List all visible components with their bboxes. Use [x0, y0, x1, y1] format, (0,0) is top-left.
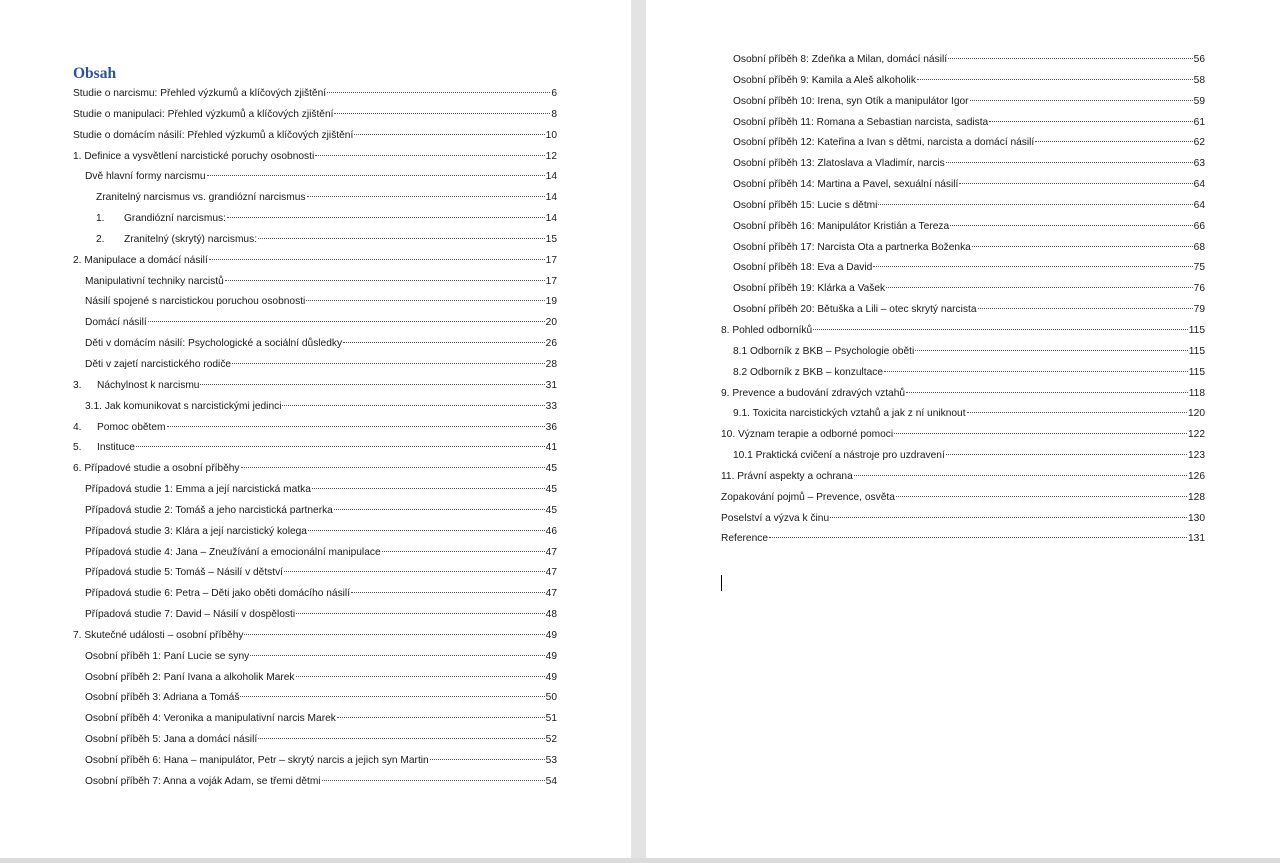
toc-entry-title: 9. Prevence a budování zdravých vztahů — [721, 387, 906, 399]
toc-entry-title: Reference — [721, 533, 769, 545]
toc-entry-page-number: 47 — [545, 588, 557, 600]
toc-entry[interactable] — [646, 50, 1280, 71]
toc-entry[interactable] — [0, 418, 631, 439]
toc-dot-leader — [967, 411, 1187, 413]
toc-entry-title: Osobní příběh 14: Martina a Pavel, sexuální násilí — [733, 179, 959, 191]
toc-dot-leader — [334, 112, 550, 114]
toc-entry[interactable] — [0, 105, 631, 126]
toc-dot-leader — [915, 349, 1188, 351]
toc-entry-title: 9.1. Toxicita narcistických vztahů a jak z ní uniknout — [733, 408, 966, 420]
toc-entry[interactable] — [0, 188, 631, 209]
toc-entry[interactable] — [0, 668, 631, 689]
toc-entry-title: Dvě hlavní formy narcismu — [85, 171, 206, 183]
toc-entry-page-number: 79 — [1193, 304, 1205, 316]
toc-entry-title: Osobní příběh 4: Veronika a manipulativní narcis Marek — [85, 713, 336, 725]
toc-dot-leader — [322, 779, 545, 781]
toc-entry[interactable] — [0, 334, 631, 355]
toc-entry[interactable] — [646, 300, 1280, 321]
toc-entry-title: Osobní příběh 3: Adriana a Tomáš — [85, 692, 240, 704]
toc-entry[interactable] — [0, 709, 631, 730]
toc-dot-leader — [136, 445, 545, 447]
toc-entry-page-number: 66 — [1193, 220, 1205, 232]
toc-dot-leader — [1035, 140, 1192, 142]
toc-entry[interactable] — [0, 147, 631, 168]
toc-entry-title: Zranitelný (skrytý) narcismus: — [124, 233, 258, 245]
toc-entry-page-number: 26 — [545, 338, 557, 350]
toc-entry[interactable] — [646, 175, 1280, 196]
toc-entry-title: Osobní příběh 11: Romana a Sebastian narcista, sadista — [733, 116, 989, 128]
toc-entry-title: Osobní příběh 9: Kamila a Aleš alkoholik — [733, 74, 916, 86]
toc-dot-leader — [884, 370, 1188, 372]
toc-entry-page-number: 52 — [545, 734, 557, 746]
toc-entry-page-number: 128 — [1188, 491, 1205, 503]
toc-dot-leader — [315, 154, 544, 156]
toc-entry[interactable] — [0, 730, 631, 751]
toc-dot-leader — [354, 133, 544, 135]
toc-entry-page-number: 51 — [545, 713, 557, 725]
toc-dot-leader — [250, 654, 544, 656]
toc-entry[interactable] — [646, 238, 1280, 259]
toc-entry-title: Případová studie 2: Tomáš a jeho narcistická partnerka — [85, 504, 333, 516]
toc-dot-leader — [959, 182, 1192, 184]
toc-entry-page-number: 28 — [545, 358, 557, 370]
toc-entry-page-number: 48 — [545, 609, 557, 621]
toc-entry[interactable] — [0, 167, 631, 188]
toc-dot-leader — [769, 536, 1187, 538]
toc-entry-title: Osobní příběh 19: Klárka a Vašek — [733, 283, 886, 295]
toc-entry-title: Studie o domácím násilí: Přehled výzkumů a klíčových zjištění — [73, 129, 354, 141]
toc-dot-leader — [209, 258, 545, 260]
toc-dot-leader — [167, 425, 545, 427]
toc-entry-title: Násilí spojené s narcistickou poruchou osobnosti — [85, 296, 306, 308]
toc-entry[interactable] — [0, 688, 631, 709]
toc-entry-title: Případová studie 3: Klára a její narcistický kolega — [85, 525, 307, 537]
toc-dot-leader — [232, 362, 545, 364]
toc-entry-title: 11. Právní aspekty a ochrana — [721, 470, 853, 482]
toc-entry-title: 2. Manipulace a domácí násilí — [73, 254, 208, 266]
toc-dot-leader — [244, 633, 544, 635]
toc-dot-leader — [148, 320, 545, 322]
toc-entry-title: 8.1 Odborník z BKB – Psychologie oběti — [733, 345, 915, 357]
toc-entry-title: 10. Význam terapie a odborné pomoci — [721, 429, 894, 441]
toc-entry-page-number: 46 — [545, 525, 557, 537]
toc-entry-title: 7. Skutečné události – osobní příběhy — [73, 629, 244, 641]
toc-entry-title: Osobní příběh 1: Paní Lucie se syny — [85, 650, 250, 662]
toc-entry-page-number: 49 — [545, 629, 557, 641]
toc-entry-title: Manipulativní techniky narcistů — [85, 275, 224, 287]
toc-dot-leader — [241, 466, 545, 468]
toc-entry[interactable] — [0, 126, 631, 147]
toc-dot-leader — [337, 716, 545, 718]
toc-entry-title: Osobní příběh 5: Jana a domácí násilí — [85, 734, 258, 746]
toc-entry-page-number: 36 — [545, 421, 557, 433]
toc-entry-title: Náchylnost k narcismu — [97, 379, 200, 391]
toc-list-left — [0, 84, 631, 793]
toc-entry-title: Osobní příběh 2: Paní Ivana a alkoholik Marek — [85, 671, 295, 683]
toc-dot-leader — [970, 99, 1193, 101]
toc-entry-page-number: 49 — [545, 671, 557, 683]
toc-entry-title: Studie o manipulaci: Přehled výzkumů a klíčových zjištění — [73, 108, 334, 120]
toc-entry[interactable] — [0, 292, 631, 313]
toc-dot-leader — [946, 453, 1187, 455]
toc-entry-title: Případová studie 7: David – Násilí v dospělosti — [85, 609, 296, 621]
toc-dot-leader — [296, 612, 545, 614]
toc-entry[interactable] — [0, 584, 631, 605]
toc-entry[interactable] — [0, 522, 631, 543]
toc-entry-title: Případová studie 5: Tomáš – Násilí v dětství — [85, 567, 283, 579]
document-page-right[interactable] — [646, 0, 1280, 858]
toc-entry[interactable] — [646, 425, 1280, 446]
toc-dot-leader — [886, 286, 1193, 288]
toc-dot-leader — [430, 758, 545, 760]
text-cursor — [721, 575, 722, 591]
toc-dot-leader — [878, 203, 1192, 205]
toc-entry-page-number: 33 — [545, 400, 557, 412]
toc-entry-page-number: 17 — [545, 254, 557, 266]
toc-entry[interactable] — [0, 355, 631, 376]
toc-entry[interactable] — [0, 459, 631, 480]
toc-entry[interactable] — [0, 772, 631, 793]
toc-entry-title: Poselství a výzva k činu — [721, 512, 830, 524]
toc-dot-leader — [948, 57, 1193, 59]
toc-dot-leader — [946, 161, 1193, 163]
toc-dot-leader — [873, 265, 1192, 267]
page-gutter — [631, 0, 646, 858]
toc-entry-page-number: 41 — [545, 442, 557, 454]
toc-entry[interactable] — [646, 217, 1280, 238]
toc-entry-page-number: 19 — [545, 296, 557, 308]
toc-entry-page-number: 115 — [1188, 345, 1205, 357]
toc-entry-page-number: 49 — [545, 650, 557, 662]
toc-entry-page-number: 115 — [1188, 324, 1205, 336]
toc-entry-title: Děti v zajetí narcistického rodiče — [85, 358, 232, 370]
toc-dot-leader — [978, 307, 1193, 309]
toc-entry-page-number: 50 — [545, 692, 557, 704]
toc-entry-title: Osobní příběh 12: Kateřina a Ivan s dětmi, narcista a domácí násilí — [733, 137, 1035, 149]
toc-dot-leader — [382, 550, 545, 552]
toc-entry-page-number: 58 — [1193, 74, 1205, 86]
toc-entry[interactable] — [646, 196, 1280, 217]
toc-entry[interactable] — [646, 321, 1280, 342]
toc-entry[interactable] — [0, 626, 631, 647]
toc-entry[interactable] — [646, 342, 1280, 363]
toc-dot-leader — [327, 91, 550, 93]
toc-entry-title: Domácí násilí — [85, 317, 147, 329]
toc-entry-title: 3.1. Jak komunikovat s narcistickými jedinci — [85, 400, 282, 412]
toc-entry[interactable] — [0, 313, 631, 334]
toc-entry[interactable] — [0, 84, 631, 105]
toc-entry-page-number: 14 — [545, 192, 557, 204]
toc-entry[interactable] — [646, 363, 1280, 384]
toc-dot-leader — [813, 328, 1188, 330]
toc-entry-page-number: 118 — [1188, 387, 1205, 399]
toc-entry[interactable] — [646, 113, 1280, 134]
toc-entry-title: 8. Pohled odborníků — [721, 324, 813, 336]
toc-entry-title: 1. Definice a vysvětlení narcistické poruchy osobnosti — [73, 150, 315, 162]
toc-entry-title: Osobní příběh 18: Eva a David — [733, 262, 873, 274]
toc-entry-title: Osobní příběh 8: Zdeňka a Milan, domácí násilí — [733, 54, 948, 65]
toc-entry-page-number: 123 — [1188, 450, 1205, 462]
toc-entry-page-number: 62 — [1193, 137, 1205, 149]
toc-entry-title: Případová studie 6: Petra – Děti jako oběti domácího násilí — [85, 588, 351, 600]
toc-dot-leader — [312, 487, 545, 489]
toc-entry-title: Osobní příběh 10: Irena, syn Otík a manipulátor Igor — [733, 95, 969, 107]
toc-entry-page-number: 53 — [545, 755, 557, 766]
toc-entry[interactable] — [0, 209, 631, 230]
toc-entry[interactable] — [646, 446, 1280, 467]
toc-entry-page-number: 64 — [1193, 199, 1205, 211]
toc-dot-leader — [830, 516, 1187, 518]
toc-entry-number: 5. — [73, 442, 82, 454]
toc-entry[interactable] — [0, 751, 631, 772]
toc-entry-title: Osobní příběh 6: Hana – manipulátor, Petr – skrytý narcis a jejich syn Martin — [85, 755, 429, 766]
toc-entry[interactable] — [646, 404, 1280, 425]
toc-entry-page-number: 10 — [545, 129, 557, 141]
toc-entry[interactable] — [0, 543, 631, 564]
toc-entry-page-number: 75 — [1193, 262, 1205, 274]
toc-dot-leader — [972, 245, 1193, 247]
toc-entry[interactable] — [646, 154, 1280, 175]
toc-entry[interactable] — [0, 251, 631, 272]
document-page-left[interactable] — [0, 0, 631, 858]
toc-entry[interactable] — [646, 467, 1280, 488]
toc-dot-leader — [854, 474, 1187, 476]
toc-entry-title: Instituce — [97, 442, 135, 454]
toc-entry-page-number: 15 — [545, 233, 557, 245]
toc-entry[interactable] — [0, 480, 631, 501]
toc-entry-page-number: 12 — [545, 150, 557, 162]
toc-entry-page-number: 64 — [1193, 179, 1205, 191]
toc-dot-leader — [282, 404, 544, 406]
toc-entry[interactable] — [0, 272, 631, 293]
toc-dot-leader — [284, 570, 545, 572]
toc-list-right — [646, 50, 1280, 550]
toc-entry-page-number: 131 — [1188, 533, 1205, 545]
toc-entry-page-number: 47 — [545, 546, 557, 558]
toc-dot-leader — [308, 529, 545, 531]
toc-dot-leader — [917, 78, 1193, 80]
toc-entry-page-number: 54 — [545, 775, 557, 787]
toc-entry-page-number: 120 — [1188, 408, 1205, 420]
toc-dot-leader — [351, 591, 545, 593]
toc-entry[interactable] — [646, 133, 1280, 154]
toc-entry-page-number: 56 — [1193, 54, 1205, 65]
toc-entry-page-number: 14 — [545, 213, 557, 225]
toc-dot-leader — [343, 341, 545, 343]
toc-entry[interactable] — [646, 279, 1280, 300]
toc-entry-page-number: 61 — [1193, 116, 1205, 128]
toc-entry-title: Osobní příběh 13: Zlatoslava a Vladimír, narcis — [733, 158, 945, 170]
toc-dot-leader — [906, 391, 1188, 393]
toc-dot-leader — [334, 508, 545, 510]
toc-entry-title: Osobní příběh 7: Anna a voják Adam, se třemi dětmi — [85, 775, 321, 787]
toc-dot-leader — [307, 195, 545, 197]
toc-entry-title: 8.2 Odborník z BKB – konzultace — [733, 366, 884, 378]
toc-entry-title: Děti v domácím násilí: Psychologické a sociální důsledky — [85, 338, 343, 350]
toc-title: Obsah — [73, 65, 117, 82]
toc-entry-page-number: 6 — [551, 88, 557, 99]
toc-entry[interactable] — [0, 376, 631, 397]
workspace-bottom — [0, 858, 1280, 863]
toc-dot-leader — [258, 737, 544, 739]
toc-entry[interactable] — [646, 92, 1280, 113]
toc-entry[interactable] — [0, 230, 631, 251]
toc-entry-page-number: 59 — [1193, 95, 1205, 107]
toc-entry-title: Případová studie 4: Jana – Zneužívání a emocionální manipulace — [85, 546, 381, 558]
toc-entry-page-number: 31 — [545, 379, 557, 391]
toc-entry-title: Osobní příběh 20: Bětuška a Lili – otec skrytý narcista — [733, 304, 977, 316]
toc-entry-title: Případová studie 1: Emma a její narcistická matka — [85, 484, 311, 496]
toc-entry-page-number: 63 — [1193, 158, 1205, 170]
toc-entry-page-number: 126 — [1188, 470, 1205, 482]
toc-entry[interactable] — [0, 438, 631, 459]
toc-dot-leader — [306, 299, 544, 301]
toc-entry-number: 2. — [96, 233, 105, 245]
toc-entry-title: Pomoc obětem — [97, 421, 166, 433]
toc-entry[interactable] — [646, 384, 1280, 405]
toc-entry-title: Osobní příběh 17: Narcista Ota a partnerka Boženka — [733, 241, 971, 253]
toc-dot-leader — [200, 383, 544, 385]
toc-entry-page-number: 45 — [545, 463, 557, 475]
toc-entry-title: Grandiózní narcismus: — [124, 213, 226, 225]
toc-entry-title: Zopakování pojmů – Prevence, osvěta — [721, 491, 895, 503]
toc-entry[interactable] — [646, 71, 1280, 92]
toc-entry-page-number: 76 — [1193, 283, 1205, 295]
toc-entry[interactable] — [0, 647, 631, 668]
toc-dot-leader — [227, 216, 545, 218]
toc-dot-leader — [225, 279, 545, 281]
toc-entry[interactable] — [646, 258, 1280, 279]
toc-entry-page-number: 122 — [1188, 429, 1205, 441]
toc-entry[interactable] — [646, 509, 1280, 530]
toc-entry-page-number: 45 — [545, 504, 557, 516]
toc-dot-leader — [296, 675, 545, 677]
toc-entry-page-number: 14 — [545, 171, 557, 183]
toc-entry[interactable] — [0, 397, 631, 418]
toc-entry-title: Osobní příběh 15: Lucie s dětmi — [733, 199, 878, 211]
toc-entry[interactable] — [0, 605, 631, 626]
toc-entry-page-number: 45 — [545, 484, 557, 496]
toc-entry-number: 1. — [96, 213, 105, 225]
toc-entry-title: 6. Případové studie a osobní příběhy — [73, 463, 240, 475]
toc-dot-leader — [896, 495, 1187, 497]
toc-entry[interactable] — [646, 529, 1280, 550]
toc-entry-page-number: 47 — [545, 567, 557, 579]
toc-dot-leader — [240, 695, 544, 697]
toc-dot-leader — [989, 120, 1192, 122]
toc-entry-page-number: 115 — [1188, 366, 1205, 378]
toc-entry-number: 4. — [73, 421, 82, 433]
toc-dot-leader — [894, 432, 1187, 434]
toc-entry[interactable] — [0, 563, 631, 584]
toc-entry-page-number: 8 — [551, 108, 557, 120]
toc-entry-page-number: 17 — [545, 275, 557, 287]
toc-entry-title: Osobní příběh 16: Manipulátor Kristián a Tereza — [733, 220, 950, 232]
toc-entry-number: 3. — [73, 379, 82, 391]
toc-dot-leader — [950, 224, 1193, 226]
toc-dot-leader — [258, 237, 545, 239]
toc-entry-title: 10.1 Praktická cvičení a nástroje pro uzdravení — [733, 450, 945, 462]
toc-entry-page-number: 20 — [545, 317, 557, 329]
toc-dot-leader — [207, 174, 545, 176]
toc-entry-page-number: 68 — [1193, 241, 1205, 253]
toc-entry[interactable] — [0, 501, 631, 522]
toc-entry-page-number: 130 — [1188, 512, 1205, 524]
toc-entry[interactable] — [646, 488, 1280, 509]
toc-entry-title: Studie o narcismu: Přehled výzkumů a klíčových zjištění — [73, 88, 327, 99]
toc-entry-title: Zranitelný narcismus vs. grandiózní narcismus — [96, 192, 306, 204]
